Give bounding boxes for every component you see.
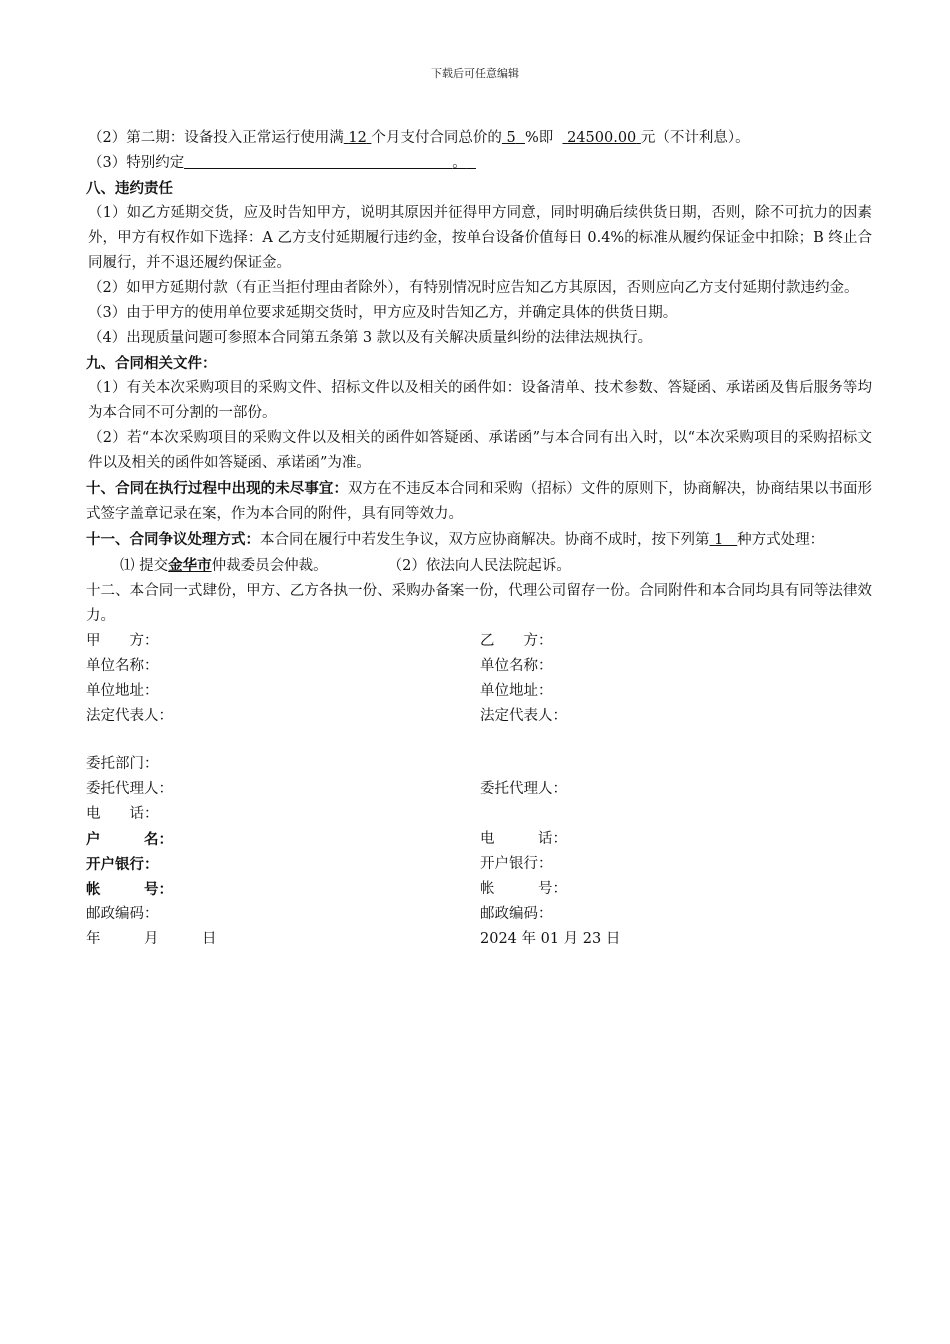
sig-row-account-no (72, 877, 872, 902)
sig-row-legal-rep (72, 704, 872, 729)
sec8-item-4: （4）出现质量问题可参照本合同第五条第 3 款以及有关解决质量纠纷的法律法规执行。 (88, 330, 653, 346)
special-agreement: （3）特别约定 。 (72, 151, 872, 176)
legal-rep-a: 法定代表人： (86, 708, 173, 724)
phone-b: 电 话： (480, 831, 567, 847)
date-b: 2024 年 01 月 23 日 (480, 931, 621, 947)
sec12-paragraph: 十二、本合同一式肆份，甲方、乙方各执一份、采购办备案一份，代理公司留存一份。合同附件和本合同均具有同等法律效力。 (86, 583, 872, 624)
sig-row-date (72, 927, 872, 952)
bank-a: 开户银行： (86, 856, 159, 873)
payment-phase-2: （2）第二期：设备投入正常运行使用满 12 个月支付合同总价的 5 %即 24500.00 元（不计利息）。 (88, 130, 750, 146)
sig-row-dept (72, 752, 872, 777)
months-value: 12 (348, 130, 367, 146)
sig-row-bank (72, 852, 872, 877)
sig-row-account-name (72, 827, 872, 852)
percent-value: 5 (506, 130, 516, 146)
sig-row-party (72, 629, 872, 654)
date-a: 年 月 日 (86, 931, 217, 947)
sig-row-phone-a (72, 802, 872, 827)
sec10-paragraph: 十、合同在执行过程中出现的未尽事宜：双方在不违反本合同和采购（招标）文件的原则下，协商解决，协商结果以书面形式签字盖章记录在案，作为本合同的附件，具有同等效力。 (86, 480, 873, 522)
unit-address-b: 单位地址： (480, 683, 553, 699)
sec8-item-2: （2）如甲方延期付款（有正当拒付理由者除外），有特别情况时应告知乙方其原因，否则应向乙方支付延期付款违约金。 (88, 280, 859, 296)
arbitration-options: ⑴ 提交金华市仲裁委员会仲裁。 （2）依法向人民法院起诉。 (120, 557, 571, 574)
sig-row-postcode (72, 902, 872, 927)
sec8-item-3: （3）由于甲方的使用单位要求延期交货时，甲方应及时告知乙方，并确定具体的供货日期。 (88, 305, 678, 321)
unit-address-a: 单位地址： (86, 683, 159, 699)
special-agreement-end: 。 (452, 155, 467, 171)
sec11-title: 十一、合同争议处理方式： (86, 531, 260, 548)
legal-rep-b: 法定代表人： (480, 708, 567, 724)
phone-a: 电 话： (86, 806, 159, 822)
account-no-a: 帐 号： (86, 881, 173, 898)
agent-b: 委托代理人： (480, 781, 567, 797)
sig-row-unit-name (72, 654, 872, 679)
contract-body (72, 126, 872, 952)
special-agreement-blank (184, 151, 452, 169)
sec9-item-2: （2）若“本次采购项目的采购文件以及相关的函件如答疑函、承诺函”与本合同有出入时，以“本次采购项目的采购招标文件以及相关的函件如答疑函、承诺函”为准。 (88, 430, 872, 471)
postcode-a: 邮政编码： (86, 906, 159, 922)
arbitration-city: 金华市 (168, 557, 212, 574)
unit-name-a: 单位名称： (86, 658, 159, 674)
postcode-b: 邮政编码： (480, 906, 553, 922)
entrusted-dept-a: 委托部门： (86, 756, 159, 772)
sec9-title: 九、合同相关文件： (86, 355, 217, 372)
party-a-label: 甲 方： (86, 633, 159, 649)
sec9-item-1: （1）有关本次采购项目的采购文件、招标文件以及相关的函件如：设备清单、技术参数、答疑函、承诺函及售后服务等均为本合同不可分割的一部份。 (88, 380, 872, 421)
sig-row-unit-address (72, 679, 872, 704)
account-name-a: 户 名： (86, 831, 173, 848)
account-no-b: 帐 号： (480, 881, 567, 897)
party-b-label: 乙 方： (480, 633, 553, 649)
page-header-note: 下载后可任意编辑 (431, 67, 519, 80)
dispute-choice: 1 (714, 532, 724, 548)
sec8-item-1: （1）如乙方延期交货，应及时告知甲方，说明其原因并征得甲方同意，同时明确后续供货日期，否则，除不可抗力的因素外，甲方有权作如下选择：A 乙方支付延期履行违约金，按单台设备价值每日 0.4%的标准从履约保证金中扣除；B 终止合同履行，并不退还履约保证金。 (88, 205, 872, 271)
amount-value: 24500.00 (567, 130, 637, 146)
unit-name-b: 单位名称： (480, 658, 553, 674)
bank-b: 开户银行： (480, 856, 553, 872)
sig-row-agent (72, 777, 872, 802)
sec11-paragraph: 十一、合同争议处理方式：本合同在履行中若发生争议，双方应协商解决。协商不成时，按下列第 1 种方式处理： (86, 531, 825, 548)
sec8-title: 八、违约责任 (86, 180, 173, 197)
agent-a: 委托代理人： (86, 781, 173, 797)
sec10-title: 十、合同在执行过程中出现的未尽事宜： (86, 480, 349, 497)
